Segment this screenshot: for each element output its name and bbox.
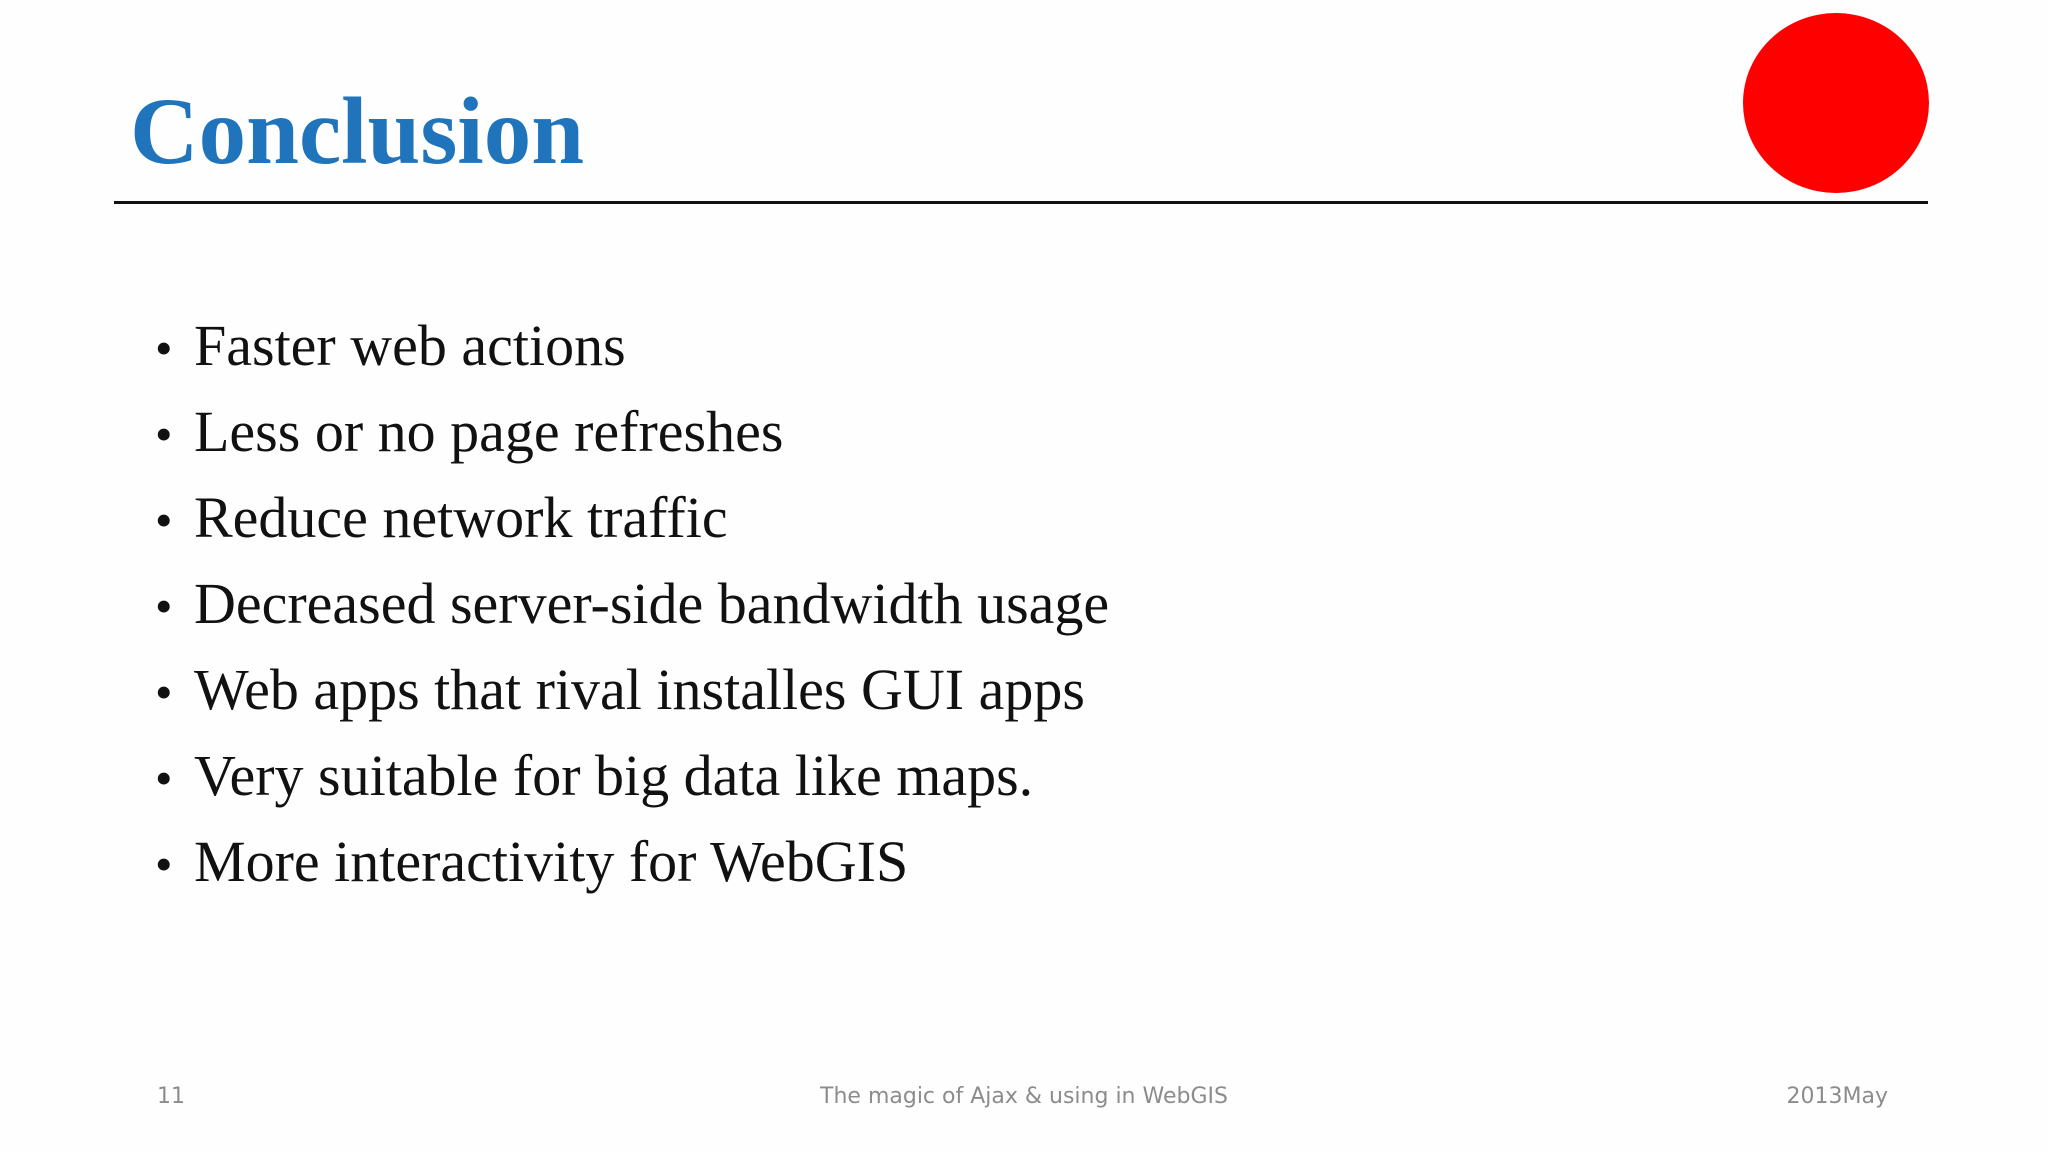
bullet-icon: • xyxy=(155,578,173,634)
bullet-item-webgis xyxy=(155,819,1109,905)
title-divider xyxy=(114,201,1928,204)
bullet-text: Decreased server-side bandwidth usage xyxy=(194,571,1110,636)
bullet-item-network-traffic xyxy=(155,475,1109,561)
bullet-text: Reduce network traffic xyxy=(194,485,728,550)
bullet-text: Web apps that rival installes GUI apps xyxy=(194,657,1085,722)
bullet-text: Less or no page refreshes xyxy=(194,399,784,464)
bullet-icon: • xyxy=(155,750,173,806)
slide-title: Conclusion xyxy=(130,78,585,184)
bullet-text: More interactivity for WebGIS xyxy=(194,829,909,894)
bullet-icon: • xyxy=(155,320,173,376)
bullet-item-big-data xyxy=(155,733,1109,819)
bullet-text: Faster web actions xyxy=(194,313,626,378)
bullet-text: Very suitable for big data like maps. xyxy=(194,743,1034,808)
bullet-list xyxy=(155,303,1109,905)
slide-number: 11 xyxy=(157,1084,185,1109)
presentation-date: 2013May xyxy=(1786,1084,1888,1109)
bullet-item-gui-apps xyxy=(155,647,1109,733)
red-circle-icon xyxy=(1743,13,1929,193)
bullet-icon: • xyxy=(155,406,173,462)
bullet-icon: • xyxy=(155,492,173,548)
bullet-item-bandwidth-usage xyxy=(155,561,1109,647)
bullet-item-page-refreshes xyxy=(155,389,1109,475)
bullet-item-faster-web-actions xyxy=(155,303,1109,389)
bullet-icon: • xyxy=(155,836,173,892)
bullet-icon: • xyxy=(155,664,173,720)
presentation-title-footer: The magic of Ajax & using in WebGIS xyxy=(820,1084,1228,1109)
